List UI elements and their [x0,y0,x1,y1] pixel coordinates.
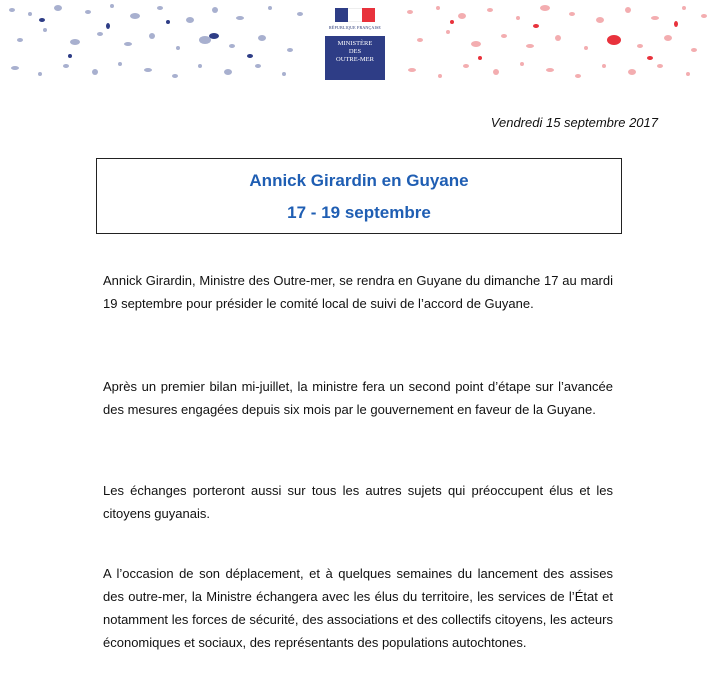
paragraph-2: Après un premier bilan mi-juillet, la ministre fera un second point d’étape sur l’avancée des mesures engagées depuis six mois par le gouvernement en faveur de la Guyane. [103,379,613,417]
ministry-logo-line: DES [348,48,362,55]
press-release-date: Vendredi 15 septembre 2017 [490,115,658,130]
republic-marianne-block [325,2,385,36]
title-line-2: 17 - 19 septembre [287,203,431,222]
ministry-name-block [325,36,385,80]
ministry-logo-line: OUTRE-MER [336,56,374,63]
ministry-logo [325,2,385,78]
paragraph-1: Annick Girardin, Ministre des Outre-mer, se rendra en Guyane du dimanche 17 au mardi 19 septembre pour présider le comité local de suivi de l’accord de Guyane. [103,273,613,311]
paragraph-3: Les échanges porteront aussi sur tous les autres sujets qui préoccupent élus et les citoyens guyanais. [103,483,613,521]
header-banner [0,0,714,90]
ministry-logo-line: MINISTÈRE [337,40,373,47]
french-flag-icon [335,8,375,22]
republic-caption: RÉPUBLIQUE FRANÇAISE [328,25,382,30]
title-line-1: Annick Girardin en Guyane [249,171,469,190]
title-box [96,158,622,234]
paragraph-4: A l’occasion de son déplacement, et à quelques semaines du lancement des assises des outre-mer, la Ministre échangera avec les élus du territoire, les services de l’État et notamment les forces de sécurité, des associations et des collectifs citoyens, les acteurs économiques et sociaux, des représentants des populations autochtones. [103,566,613,650]
